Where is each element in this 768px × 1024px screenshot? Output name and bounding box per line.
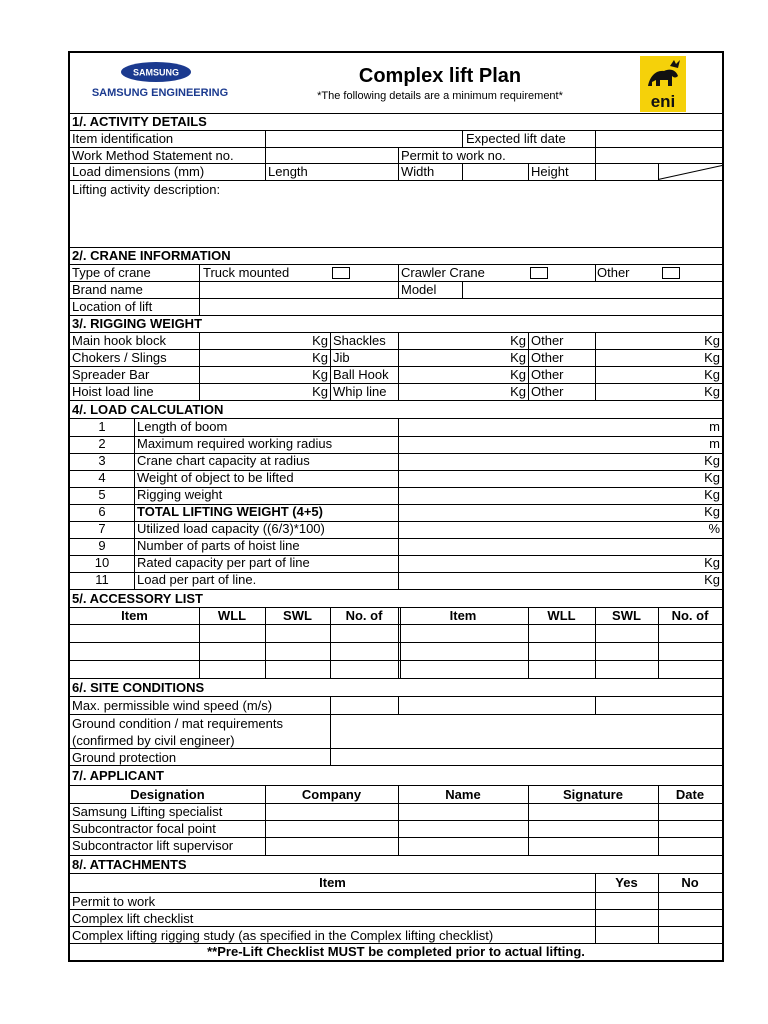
v-rule	[595, 696, 596, 714]
rigging-label: Main hook block	[72, 333, 166, 348]
v-rule	[398, 332, 399, 400]
applicant-header: Designation	[130, 787, 205, 802]
accessory-header: WLL	[547, 608, 576, 623]
applicant-header: Signature	[563, 787, 623, 802]
load-dimensions-label: Load dimensions (mm)	[72, 164, 205, 179]
h-rule	[70, 873, 722, 874]
load-row-label: Crane chart capacity at radius	[137, 453, 310, 468]
h-rule	[70, 332, 722, 333]
svg-text:eni: eni	[650, 92, 676, 111]
truck-mounted-label: Truck mounted	[203, 265, 290, 280]
applicant-header: Company	[301, 787, 362, 802]
v-rule	[265, 147, 266, 163]
attachments-footer: **Pre-Lift Checklist MUST be completed prior to actual lifting.	[207, 944, 585, 959]
accessory-header: WLL	[217, 608, 247, 623]
v-rule	[134, 418, 135, 589]
load-row-number: 3	[98, 453, 106, 468]
attachments-header: Yes	[615, 875, 638, 890]
permit-no-label: Permit to work no.	[401, 148, 506, 163]
h-rule	[70, 624, 722, 625]
page-subtitle: *The following details are a minimum requirement*	[317, 90, 563, 102]
kg-unit: Kg	[510, 333, 526, 348]
h-rule	[70, 281, 722, 282]
crawler-crane-checkbox[interactable]	[530, 267, 548, 279]
applicant-row-label: Samsung Lifting specialist	[72, 804, 223, 819]
load-row-number: 10	[94, 555, 110, 570]
applicant-header: Date	[675, 787, 705, 802]
type-of-crane-label: Type of crane	[72, 265, 151, 280]
v-rule	[398, 418, 399, 589]
h-rule	[70, 589, 722, 590]
width-label: Width	[401, 164, 435, 179]
kg-unit: Kg	[510, 384, 526, 399]
attachments-heading: 8/. ATTACHMENTS	[72, 857, 187, 872]
h-rule	[70, 696, 722, 697]
rigging-label: Chokers / Slings	[72, 350, 167, 365]
v-rule	[265, 130, 266, 147]
rigging-label: Other	[531, 333, 564, 348]
h-rule	[70, 349, 722, 350]
crane-heading: 2/. CRANE INFORMATION	[72, 248, 231, 263]
h-rule	[70, 855, 722, 856]
v-rule	[462, 281, 463, 298]
load-row-label: Rigging weight	[137, 487, 223, 502]
truck-mounted-checkbox[interactable]	[332, 267, 350, 279]
h-rule	[70, 678, 722, 679]
kg-unit: Kg	[510, 367, 526, 382]
eni-logo	[640, 56, 686, 112]
load-row-number: 1	[98, 419, 106, 434]
h-rule	[70, 660, 722, 661]
h-rule	[70, 298, 722, 299]
applicant-row-label: Subcontractor focal point	[72, 821, 216, 836]
applicant-heading: 7/. APPLICANT	[72, 768, 164, 783]
ground-protection-label: Ground protection	[72, 750, 177, 765]
accessory-header: SWL	[612, 608, 641, 623]
kg-unit: Kg	[704, 367, 720, 382]
kg-unit: Kg	[312, 333, 328, 348]
load-row-label: Number of parts of hoist line	[137, 538, 300, 553]
v-rule	[330, 696, 331, 765]
v-rule	[528, 163, 529, 180]
h-rule	[70, 383, 722, 384]
rigging-label: Ball Hook	[333, 367, 389, 382]
svg-text:SAMSUNG: SAMSUNG	[132, 67, 180, 78]
v-rule	[528, 332, 529, 400]
diagonal-slash	[658, 165, 722, 180]
load-row-label: Rated capacity per part of line	[137, 555, 310, 570]
load-row-number: 11	[95, 572, 109, 587]
rigging-label: Other	[531, 350, 564, 365]
h-rule	[70, 714, 722, 715]
kg-unit: Kg	[312, 367, 328, 382]
samsung-engineering-text: SAMSUNG ENGINEERING	[91, 87, 229, 99]
kg-unit: Kg	[510, 350, 526, 365]
rigging-heading: 3/. RIGGING WEIGHT	[72, 316, 203, 331]
v-rule	[199, 332, 200, 400]
v-rule	[199, 264, 200, 315]
kg-unit: Kg	[312, 350, 328, 365]
samsung-logo	[120, 61, 192, 83]
accessory-header: No. of	[345, 608, 383, 623]
attachments-row-label: Complex lifting rigging study (as specified in the Complex lifting checklist)	[72, 928, 494, 943]
load-row-unit: Kg	[704, 470, 720, 485]
kg-unit: Kg	[704, 333, 720, 348]
accessory-heading: 5/. ACCESSORY LIST	[72, 591, 203, 606]
attachments-row-label: Complex lift checklist	[72, 911, 194, 926]
rigging-label: Other	[531, 367, 564, 382]
expected-lift-date-label: Expected lift date	[466, 131, 566, 146]
load-calc-heading: 4/. LOAD CALCULATION	[72, 402, 224, 417]
kg-unit: Kg	[312, 384, 328, 399]
v-rule	[398, 163, 399, 180]
crawler-crane-label: Crawler Crane	[401, 265, 485, 280]
rigging-label: Shackles	[333, 333, 386, 348]
crane-other-label: Other	[597, 265, 630, 280]
load-row-number: 7	[98, 521, 106, 536]
ground-condition-label: Ground condition / mat requirements	[72, 716, 283, 731]
lift-plan-form	[68, 51, 724, 962]
v-rule	[658, 163, 659, 180]
accessory-header: Item	[121, 608, 148, 623]
kg-unit: Kg	[704, 350, 720, 365]
v-rule	[265, 163, 266, 180]
rigging-label: Hoist load line	[72, 384, 154, 399]
applicant-row-label: Subcontractor lift supervisor	[72, 838, 234, 853]
model-label: Model	[401, 282, 437, 297]
rigging-label: Whip line	[333, 384, 387, 399]
rigging-label: Other	[531, 384, 564, 399]
site-heading: 6/. SITE CONDITIONS	[72, 680, 205, 695]
load-row-unit: m	[709, 436, 720, 451]
page-title: Complex lift Plan	[358, 65, 522, 87]
length-label: Length	[268, 164, 308, 179]
load-row-unit: Kg	[704, 555, 720, 570]
attachments-header: Item	[319, 875, 346, 890]
applicant-header: Name	[445, 787, 481, 802]
h-rule	[70, 892, 722, 893]
rigging-label: Spreader Bar	[72, 367, 150, 382]
accessory-header: No. of	[671, 608, 709, 623]
load-row-unit: Kg	[704, 453, 720, 468]
h-rule	[70, 400, 722, 401]
load-row-label: TOTAL LIFTING WEIGHT (4+5)	[137, 504, 323, 519]
load-row-label: Length of boom	[137, 419, 228, 434]
accessory-header: Item	[449, 608, 477, 623]
crane-other-checkbox[interactable]	[662, 267, 680, 279]
wms-no-label: Work Method Statement no.	[72, 148, 234, 163]
h-rule	[70, 909, 722, 910]
load-row-unit: m	[709, 419, 720, 434]
load-row-number: 2	[98, 436, 106, 451]
activity-heading: 1/. ACTIVITY DETAILS	[72, 114, 207, 129]
attachments-row-label: Permit to work	[72, 894, 156, 909]
item-identification-label: Item identification	[72, 131, 174, 146]
h-rule	[70, 366, 722, 367]
load-row-label: Load per part of line.	[137, 572, 257, 587]
v-rule	[462, 163, 463, 180]
h-rule	[70, 180, 722, 181]
wind-speed-label: Max. permissible wind speed (m/s)	[72, 698, 273, 713]
location-label: Location of lift	[72, 299, 153, 314]
ground-condition-note: (confirmed by civil engineer)	[72, 733, 235, 748]
height-label: Height	[531, 164, 569, 179]
h-rule	[70, 785, 722, 786]
v-rule	[398, 696, 399, 714]
lifting-description-label: Lifting activity description:	[72, 182, 221, 197]
load-row-unit: Kg	[704, 504, 720, 519]
load-row-unit: Kg	[704, 487, 720, 502]
load-row-label: Utilized load capacity ((6/3)*100)	[137, 521, 325, 536]
load-row-number: 4	[98, 470, 106, 485]
v-rule	[398, 264, 399, 298]
v-rule	[462, 130, 463, 147]
rigging-label: Jib	[333, 350, 350, 365]
accessory-header: SWL	[283, 608, 312, 623]
v-rule	[595, 264, 596, 281]
brand-name-label: Brand name	[72, 282, 143, 297]
v-rule	[595, 130, 596, 147]
v-rule	[330, 332, 331, 400]
v-rule	[595, 163, 596, 180]
load-row-number: 6	[98, 504, 106, 519]
load-row-number: 9	[98, 538, 106, 553]
load-row-unit: %	[708, 521, 720, 536]
load-row-label: Maximum required working radius	[137, 436, 333, 451]
load-row-unit: Kg	[704, 572, 720, 587]
attachments-header: No	[681, 875, 699, 890]
kg-unit: Kg	[704, 384, 720, 399]
v-rule	[595, 147, 596, 163]
load-row-label: Weight of object to be lifted	[137, 470, 294, 485]
h-rule	[70, 642, 722, 643]
load-row-number: 5	[98, 487, 106, 502]
v-rule	[595, 332, 596, 400]
v-rule	[398, 147, 399, 163]
